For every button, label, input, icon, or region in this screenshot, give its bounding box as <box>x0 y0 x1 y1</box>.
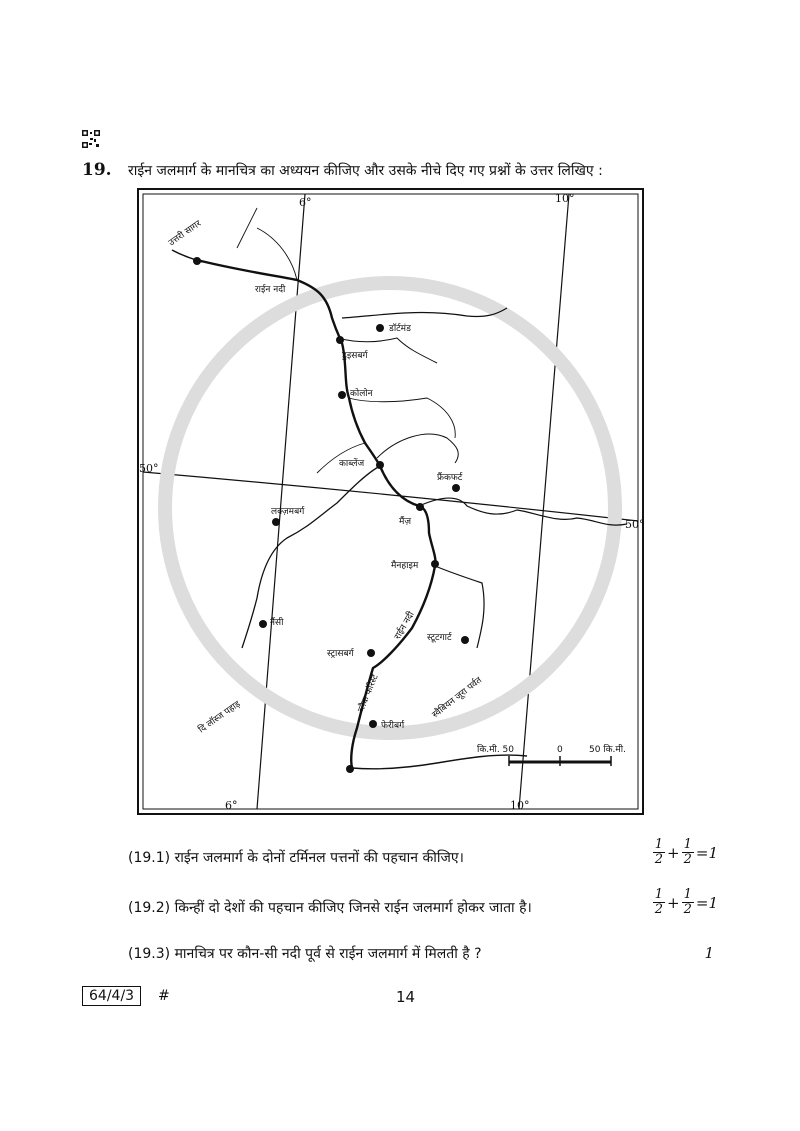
nancy-label: नैंसी <box>270 618 284 628</box>
right-latitude: 50° <box>625 518 644 531</box>
dortmund-city-dot <box>376 324 384 332</box>
mainz-label: मैंज़ <box>399 517 412 527</box>
rhine-river-south-label: राईन नदी <box>392 610 417 642</box>
strasbourg-city-dot <box>367 649 375 657</box>
marks-19-1: $\frac{1}{2}$ + $\frac{1}{2}$ =1 <box>654 837 718 867</box>
subquestion-id: (19.2) <box>128 900 171 916</box>
koblenz-city-dot <box>376 461 384 469</box>
strasbourg-label: स्ट्रासबर्ग <box>327 649 354 659</box>
stuttgart-label: स्टूटगार्ट <box>427 633 452 643</box>
mannheim-label: मैनहाइम <box>391 561 419 571</box>
duisburg-label: डुइसबर्ग <box>342 351 368 361</box>
subquestion-19-3 <box>128 944 482 963</box>
frankfurt-city-dot <box>452 484 460 492</box>
swabian-jura-label: स्वैबियन जूरा पर्वत <box>430 675 485 721</box>
rhine-river-north-label: राईन नदी <box>255 285 286 295</box>
black-forest-label: ब्लैक फॉरेस्ट <box>356 673 381 715</box>
bottom-left-longitude: 6° <box>225 799 238 812</box>
top-right-longitude: 10° <box>555 192 575 205</box>
top-left-longitude: 6° <box>299 196 312 209</box>
question-text: राईन जलमार्ग के मानचित्र का अध्ययन कीजिए और उसके नीचे दिए गए प्रश्नों के उत्तर लिखिए : <box>128 163 603 179</box>
scale-right-label: 50 कि.मी. <box>589 745 626 755</box>
subquestion-text: किन्हीं दो देशों की पहचान कीजिए जिनसे राईन जलमार्ग होकर जाता है। <box>174 900 532 916</box>
luxembourg-city-dot <box>272 518 280 526</box>
freiburg-label: फेरीबर्ग <box>381 721 405 731</box>
cologne-label: कोलोन <box>350 389 373 399</box>
marks-19-2: $\frac{1}{2}$ + $\frac{1}{2}$ =1 <box>654 887 718 917</box>
question-number: 19. <box>82 160 112 180</box>
vosges-label: दि लॉस्ज पहाड़ <box>196 699 243 736</box>
mannheim-city-dot <box>431 560 439 568</box>
nancy-city-dot <box>259 620 267 628</box>
basel-city-dot <box>346 765 354 773</box>
page-number: 14 <box>396 988 416 1006</box>
subquestion-id: (19.1) <box>128 850 171 866</box>
rhine-waterway-map <box>137 188 644 815</box>
subquestion-19-1 <box>128 848 464 867</box>
qr-code-icon <box>82 130 100 148</box>
dortmund-label: डॉर्टमंड <box>389 324 411 334</box>
scale-left-label: कि.मी. 50 <box>477 745 514 755</box>
paper-code: 64/4/3 <box>82 986 141 1006</box>
subquestion-text: राईन जलमार्ग के दोनों टर्मिनल पत्तनों की पहचान कीजिए। <box>174 850 464 866</box>
bottom-right-longitude: 10° <box>510 799 530 812</box>
footer-hash: # <box>158 988 170 1004</box>
cologne-city-dot <box>338 391 346 399</box>
frankfurt-label: फ्रैंकफर्ट <box>437 473 463 483</box>
marks-19-3: 1 <box>704 944 714 962</box>
left-latitude: 50° <box>139 462 159 475</box>
freiburg-city-dot <box>369 720 377 728</box>
scale-center-label: 0 <box>557 745 563 755</box>
mainz-city-dot <box>416 503 424 511</box>
subquestion-id: (19.3) <box>128 946 171 962</box>
north-sea-label: उत्तरी सागर <box>166 218 204 249</box>
rotterdam-city-dot <box>193 257 201 265</box>
duisburg-city-dot <box>336 336 344 344</box>
koblenz-label: काब्लेंज <box>339 459 365 469</box>
luxembourg-label: लक्ज़मबर्ग <box>271 507 305 517</box>
subquestion-text: मानचित्र पर कौन-सी नदी पूर्व से राईन जलमार्ग में मिलती है ? <box>174 946 482 962</box>
subquestion-19-2 <box>128 898 532 917</box>
stuttgart-city-dot <box>461 636 469 644</box>
